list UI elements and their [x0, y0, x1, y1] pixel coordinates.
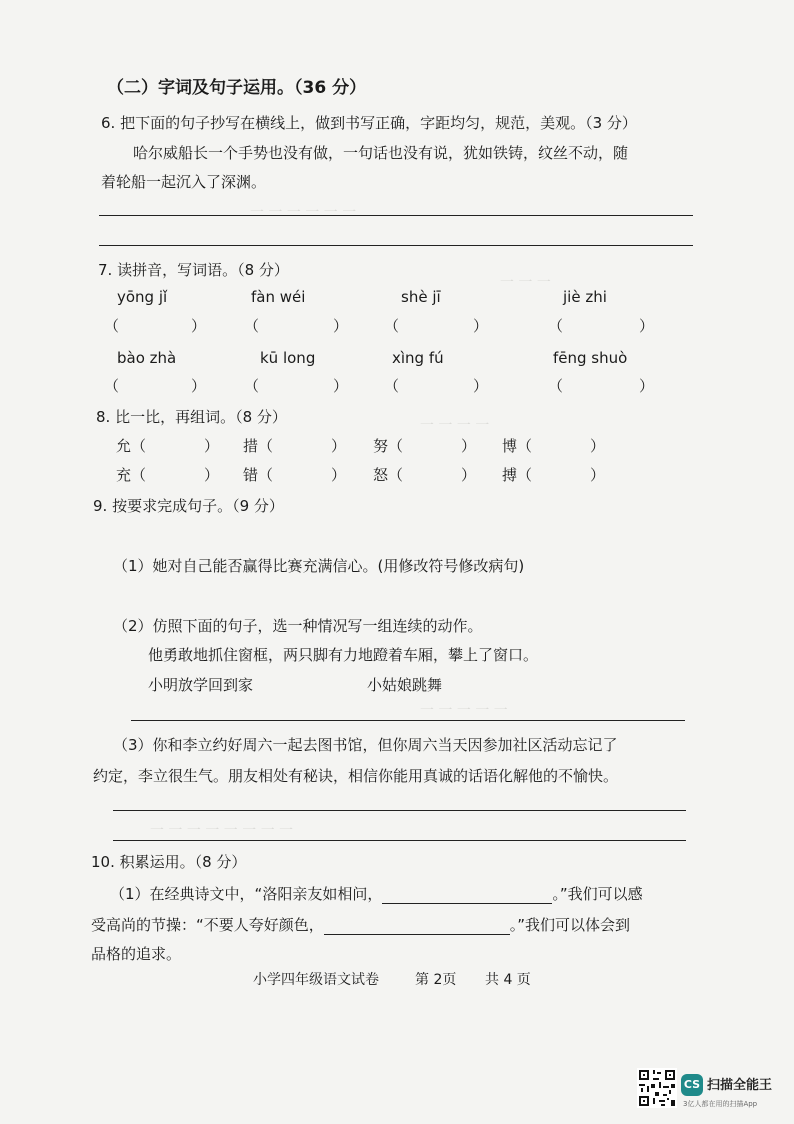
answer-line-9-3a[interactable]: [113, 810, 686, 811]
bleed-through-mark: 一 一 一 一 一 一 一 一: [150, 823, 294, 839]
section-title: （二）字词及句子运用。（36 分）: [107, 78, 367, 98]
question-9-part3-line2: 约定，李立很生气。朋友相处有秘诀，相信你能用真诚的话语化解他的不愉快。: [93, 767, 619, 785]
question-9-title: 9. 按要求完成句子。（9 分）: [93, 497, 284, 515]
pinyin-1: yōng jǐ: [117, 288, 168, 306]
bleed-through-mark: 一 一 一: [500, 275, 551, 291]
pinyin-8: fēng shuò: [553, 349, 628, 367]
pinyin-5: bào zhà: [117, 349, 177, 367]
question-10-title: 10. 积累运用。（8 分）: [91, 853, 247, 871]
char-label: 允: [116, 437, 132, 455]
question-9-part1: （1）她对自己能否赢得比赛充满信心。(用修改符号修改病句): [113, 557, 525, 575]
question-6-title: 6. 把下面的句子抄写在横线上，做到书写正确，字距均匀，规范，美观。（3 分）: [101, 114, 637, 132]
question-9-option-1: 小明放学回到家: [148, 676, 254, 694]
poem-prompt-2: 受高尚的节操：“不要人夸好颜色，: [91, 916, 324, 934]
poem-prompt-1-end: 。”我们可以感: [552, 885, 643, 903]
answer-box-6[interactable]: （ ）: [244, 377, 349, 395]
poem-prompt-2-end: 。”我们可以体会到: [509, 916, 631, 934]
compare-item-2[interactable]: 措（ ）: [243, 437, 347, 455]
bleed-through-mark: 一 一 一 一 一: [420, 703, 508, 719]
pinyin-3: shè jī: [401, 288, 441, 306]
pinyin-6: kū long: [260, 349, 316, 367]
question-7-title: 7. 读拼音，写词语。（8 分）: [98, 261, 289, 279]
question-6-text-line1: 哈尔威船长一个手势也没有做，一句话也没有说，犹如铁铸，纹丝不动，随: [133, 144, 629, 162]
answer-box-4[interactable]: （ ）: [548, 317, 655, 335]
question-10-line3: 品格的追求。: [91, 945, 182, 963]
compare-item-1[interactable]: 允（ ）: [116, 437, 220, 455]
bleed-through-mark: 一 一 一 一 一 一: [250, 205, 357, 221]
footer-page-number: 第 2页: [415, 972, 457, 988]
compare-item-8[interactable]: 搏（ ）: [502, 466, 606, 484]
answer-line-9-3b[interactable]: [113, 840, 686, 841]
compare-item-7[interactable]: 怒（ ）: [373, 466, 477, 484]
compare-item-5[interactable]: 充（ ）: [116, 466, 220, 484]
char-label: 搏: [502, 466, 518, 484]
answer-box-5[interactable]: （ ）: [104, 377, 207, 395]
answer-box-2[interactable]: （ ）: [244, 317, 349, 335]
copy-line-2[interactable]: [99, 245, 693, 246]
char-label: 充: [116, 466, 132, 484]
answer-box-8[interactable]: （ ）: [548, 377, 655, 395]
answer-line-9-2[interactable]: [131, 720, 685, 721]
char-label: 博: [502, 437, 518, 455]
pinyin-2: fàn wéi: [251, 288, 306, 306]
char-label: 努: [373, 437, 389, 455]
question-10-line1: [110, 884, 643, 904]
answer-box-7[interactable]: （ ）: [384, 377, 489, 395]
pinyin-7: xìng fú: [392, 349, 444, 367]
compare-item-4[interactable]: 博（ ）: [502, 437, 606, 455]
char-label: 错: [243, 466, 259, 484]
pinyin-4: jiè zhi: [563, 288, 607, 306]
compare-item-6[interactable]: 错（ ）: [243, 466, 347, 484]
qr-code-icon: [637, 1068, 677, 1108]
copy-line-1[interactable]: [99, 215, 693, 216]
footer-exam-name: 小学四年级语文试卷: [253, 972, 379, 988]
char-label: 怒: [373, 466, 389, 484]
question-6-text-line2: 着轮船一起沉入了深渊。: [101, 173, 267, 191]
poem-prompt-1: （1）在经典诗文中，“洛阳亲友如相问，: [110, 885, 383, 903]
footer-total-pages: 共 4 页: [485, 972, 531, 988]
answer-box-3[interactable]: （ ）: [384, 317, 489, 335]
question-8-title: 8. 比一比，再组词。（8 分）: [96, 408, 287, 426]
answer-box-1[interactable]: （ ）: [104, 317, 207, 335]
question-10-line2: [91, 915, 630, 935]
camscanner-logo-icon: CS: [681, 1074, 703, 1096]
camscanner-tagline: 3亿人都在用的扫描App: [683, 1100, 758, 1108]
question-9-part3-line1: （3）你和李立约好周六一起去图书馆，但你周六当天因参加社区活动忘记了: [113, 736, 618, 754]
camscanner-app-name: 扫描全能王: [707, 1078, 773, 1093]
char-label: 措: [243, 437, 259, 455]
question-9-part2: （2）仿照下面的句子，选一种情况写一组连续的动作。: [113, 617, 483, 635]
compare-item-3[interactable]: 努（ ）: [373, 437, 477, 455]
poem-blank-1[interactable]: [382, 887, 552, 904]
question-9-example: 他勇敢地抓住窗框，两只脚有力地蹬着车厢，攀上了窗口。: [148, 646, 539, 664]
question-9-option-2: 小姑娘跳舞: [367, 676, 443, 694]
bleed-through-mark: 一 一 一 一: [420, 418, 490, 434]
poem-blank-2[interactable]: [324, 918, 510, 935]
